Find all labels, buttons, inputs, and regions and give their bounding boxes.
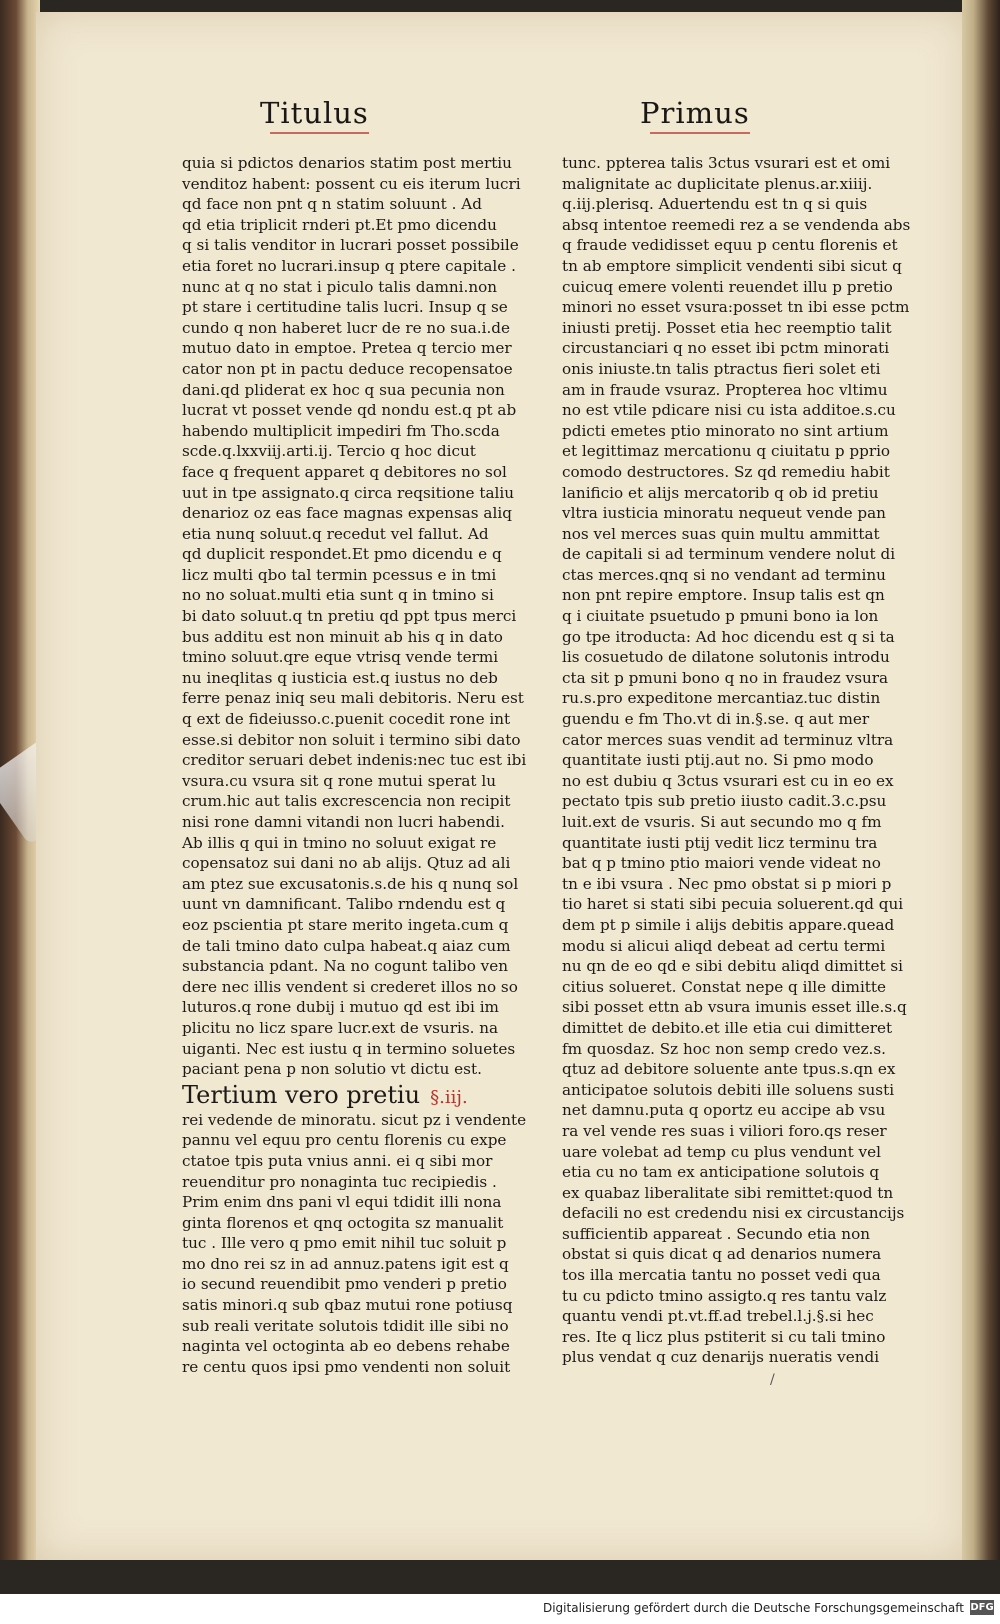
section-heading	[182, 1080, 482, 1110]
text-line: etia cu no tam ex anticipatione solutois q	[562, 1163, 880, 1182]
text-line: mo dno rei sz in ad annuz.patens igit est q	[182, 1254, 509, 1273]
text-line: ru.s.pro expeditone mercantiaz.tuc distin	[562, 689, 881, 708]
text-line: tn e ibi vsura . Nec pmo obstat si p miori p	[562, 874, 892, 893]
text-line: pdicti emetes ptio minorato no sint artium	[562, 421, 889, 440]
text-line: qd etia triplicit rnderi pt.Et pmo dicendu	[182, 215, 497, 234]
text-line: creditor seruari debet indenis:nec tuc est ibi	[182, 751, 527, 770]
red-underline	[270, 132, 369, 134]
text-line: etia nunq soluut.q recedut vel fallut. Ad	[182, 524, 489, 543]
right-text-column	[562, 153, 911, 1368]
text-line: modu si alicui aliqd debeat ad certu termi	[562, 936, 886, 955]
dfg-logo: DFG	[970, 1602, 994, 1613]
text-line: circustanciari q no esset ibi pctm minorati	[562, 339, 890, 358]
text-line: nisi rone damni vitandi non lucri habendi.	[182, 813, 505, 831]
text-line: q fraude vedidisset equu p centu florenis et	[562, 236, 898, 255]
text-line: quantitate iusti ptij vedit licz terminu tra	[562, 833, 878, 852]
text-line: tn ab emptore simplicit vendenti sibi sicut q	[562, 256, 902, 275]
text-line: de capitali si ad terminum vendere nolut di	[562, 545, 896, 564]
section-heading-text: Tertium vero pretiu	[182, 1080, 421, 1109]
text-line: de tali tmino dato culpa habeat.q aiaz cum	[182, 936, 511, 955]
text-line: tu cu pdicto tmino assigto.q res tantu valz	[562, 1286, 887, 1305]
text-line: satis minori.q sub qbaz mutui rone potiusq	[182, 1296, 513, 1315]
text-line: reuenditur pro nonaginta tuc recipiedis .	[182, 1172, 497, 1191]
section-marker: §.iij.	[430, 1086, 468, 1108]
text-line: copensatoz sui dani no ab alijs. Qtuz ad ali	[182, 854, 511, 873]
text-line: q ext de fideiusso.c.puenit cocedit rone int	[182, 710, 511, 729]
book-edge-right	[962, 0, 1000, 1560]
text-line: tunc. ppterea talis 3ctus vsurari est et omi	[562, 154, 891, 172]
text-line: paciant pena p non solutio vt dictu est.	[182, 1060, 482, 1079]
footer-bar	[0, 1594, 1000, 1624]
text-line: qd face non pnt q n statim soluunt . Ad	[182, 195, 482, 214]
text-line: tmino soluut.qre eque vtrisq vende termi	[182, 648, 499, 667]
text-line: non pnt repire emptore. Insup talis est qn	[562, 586, 885, 605]
text-line: q si talis venditor in lucrari posset possibile	[182, 236, 519, 255]
text-line: uut in tpe assignato.q circa reqsitione taliu	[182, 483, 515, 502]
text-line: venditoz habent: possent cu eis iterum lucri	[182, 174, 521, 193]
text-line: no est vtile pdicare nisi cu ista additoe.s.cu	[562, 401, 896, 420]
text-line: cta sit p pmuni bono q no in fraudez vsura	[562, 668, 889, 687]
text-line: lis cosuetudo de dilatone solutonis introdu	[562, 648, 890, 667]
running-title-left-text: Titulus	[260, 96, 369, 130]
text-line: citius solueret. Constat nepe q ille dimitte	[562, 977, 887, 996]
text-line: pt stare i certitudine talis lucri. Insup q se	[182, 298, 508, 317]
text-line: quia si pdictos denarios statim post mertiu	[182, 154, 512, 172]
text-line: cator non pt in pactu deduce recopensatoe	[182, 359, 513, 378]
text-line: ra vel vende res suas i viliori foro.qs reser	[562, 1121, 887, 1140]
text-line: plicitu no licz spare lucr.ext de vsuris. na	[182, 1018, 499, 1037]
text-line: uunt vn damnificant. Talibo rndendu est q	[182, 895, 506, 914]
text-line: mutuo dato in emptoe. Pretea q tercio mer	[182, 339, 512, 358]
text-line: ginta florenos et qnq octogita sz manualit	[182, 1213, 504, 1232]
text-line: anticipatoe solutois debiti ille soluens susti	[562, 1080, 895, 1099]
text-line: am ptez sue excusatonis.s.de his q nunq sol	[182, 874, 519, 893]
text-line: res. Ite q licz plus pstiterit si cu tali tmino	[562, 1327, 886, 1346]
left-text-column	[182, 153, 527, 1377]
text-line: luit.ext de vsuris. Si aut secundo mo q fm	[562, 813, 882, 831]
text-line: eoz pscientia pt stare merito ingeta.cum q	[182, 915, 509, 934]
text-line: esse.si debitor non soluit i termino sibi dato	[182, 730, 521, 749]
text-line: dere nec illis vendent si crederet illos no so	[182, 977, 518, 996]
text-line: nos vel merces suas quin multu ammittat	[562, 524, 880, 543]
text-line: cuicuq emere volenti reuendet illu p pretio	[562, 277, 893, 296]
text-line: Prim enim dns pani vl equi tdidit illi nona	[182, 1193, 502, 1212]
text-line: luturos.q rone dubij i mutuo qd est ibi im	[182, 998, 499, 1017]
text-line: nu ineqlitas q iusticia est.q iustus no deb	[182, 668, 498, 687]
text-line: lanificio et alijs mercatorib q ob id pretiu	[562, 483, 879, 502]
text-line: re centu quos ipsi pmo vendenti non soluit	[182, 1357, 511, 1376]
text-line: q.iij.plerisq. Aduertendu est tn q si quis	[562, 195, 868, 214]
text-line: defacili no est credendu nisi ex circustancijs	[562, 1204, 905, 1223]
footer-credit: Digitalisierung gefördert durch die Deutsche Forschungsgemeinschaft	[542, 1601, 964, 1615]
text-line: ferre penaz iniq seu mali debitoris. Neru est	[182, 689, 524, 708]
text-line: onis iniuste.tn talis ptractus fieri solet eti	[562, 359, 881, 378]
text-line: q i ciuitate psuetudo p pmuni bono ia lon	[562, 607, 879, 626]
text-line: lucrat vt posset vende qd nondu est.q pt ab	[182, 401, 517, 420]
text-line: vsura.cu vsura sit q rone mutui sperat lu	[182, 771, 496, 790]
text-line: no est dubiu q 3ctus vsurari est cu in eo ex	[562, 771, 894, 790]
text-line: habendo multiplicit impediri fm Tho.scda	[182, 421, 500, 440]
text-line: quantitate iusti ptij.aut no. Si pmo modo	[562, 751, 874, 770]
text-line: iniusti pretij. Posset etia hec reemptio talit	[562, 318, 892, 337]
text-line: qd duplicit respondet.Et pmo dicendu e q	[182, 545, 502, 564]
text-line: bus additu est non minuit ab his q in dato	[182, 627, 503, 646]
text-line: io secund reuendibit pmo venderi p pretio	[182, 1275, 507, 1294]
text-line: cator merces suas vendit ad terminuz vltra	[562, 730, 894, 749]
text-line: face q frequent apparet q debitores no sol	[182, 462, 507, 481]
text-line: etia foret no lucrari.insup q ptere capitale .	[182, 256, 516, 275]
text-line: et legittimaz mercationu q ciuitatu p pprio	[562, 442, 891, 461]
text-line: scde.q.lxxviij.arti.ij. Tercio q hoc dicut	[182, 442, 476, 461]
text-line: sibi posset ettn ab vsura imunis esset ille.s.q	[562, 998, 907, 1017]
text-line: guendu e fm Tho.vt di in.§.se. q aut mer	[562, 710, 870, 729]
text-line: plus vendat q cuz denarijs nueratis vendi	[562, 1348, 880, 1367]
text-line: bi dato soluut.q tn pretiu qd ppt tpus merci	[182, 607, 517, 626]
text-line: vltra iusticia minoratu nequeut vende pan	[562, 504, 886, 523]
text-line: uiganti. Nec est iustu q in termino soluetes	[182, 1039, 516, 1058]
text-line: crum.hic aut talis excrescencia non recipit	[182, 792, 511, 811]
text-line: sub reali veritate solutois tdidit ille sibi no	[182, 1316, 509, 1335]
text-line: ex quabaz liberalitate sibi remittet:quod tn	[562, 1183, 894, 1202]
text-line: ctas merces.qnq si no vendant ad terminu	[562, 565, 886, 584]
text-line: sufficientib appareat . Secundo etia non	[562, 1224, 870, 1243]
text-line: tio haret si stati sibi pecuia soluerent.qd qui	[562, 895, 904, 914]
pencil-mark: /	[770, 1372, 775, 1388]
text-line: absq intentoe reemedi rez a se vendenda abs	[562, 215, 911, 234]
text-line: nu qn de eo qd e sibi debitu aliqd dimittet si	[562, 957, 904, 976]
red-underline	[650, 132, 750, 134]
text-line: comodo destructores. Sz qd remediu habit	[562, 462, 890, 481]
text-line: net damnu.puta q oportz eu accipe ab vsu	[562, 1101, 886, 1120]
text-line: fm quosdaz. Sz hoc non semp credo vez.s.	[562, 1039, 886, 1058]
text-line: denarioz oz eas face magnas expensas aliq	[182, 504, 512, 523]
text-line: no no soluat.multi etia sunt q in tmino si	[182, 586, 494, 605]
text-line: naginta vel octoginta ab eo debens rehabe	[182, 1337, 510, 1356]
text-line: go tpe itroducta: Ad hoc dicendu est q si ta	[562, 627, 895, 646]
running-title-right	[640, 96, 750, 130]
text-line: pannu vel equu pro centu florenis cu expe	[182, 1131, 507, 1150]
text-line: quantu vendi pt.vt.ff.ad trebel.l.j.§.si hec	[562, 1307, 874, 1326]
text-line: tos illa mercatia tantu no posset vedi qua	[562, 1266, 881, 1285]
text-line: Ab illis q qui in tmino no soluut exigat re	[182, 833, 497, 852]
running-title-left	[260, 96, 369, 130]
text-line: nunc at q no stat i piculo talis damni.non	[182, 277, 498, 296]
text-line: am in fraude vsuraz. Propterea hoc vltimu	[562, 380, 888, 399]
text-line: licz multi qbo tal termin pcessus e in tmi	[182, 565, 497, 584]
text-line: ctatoe tpis puta vnius anni. ei q sibi mor	[182, 1151, 493, 1170]
text-line: uare volebat ad temp cu plus vendunt vel	[562, 1142, 881, 1161]
text-line: dani.qd pliderat ex hoc q sua pecunia non	[182, 380, 505, 399]
running-title-right-text: Primus	[640, 96, 750, 130]
text-line: cundo q non haberet lucr de re no sua.i.de	[182, 318, 511, 337]
text-line: substancia pdant. Na no cogunt talibo ven	[182, 957, 509, 976]
text-line: pectato tpis sub pretio iiusto cadit.3.c.psu	[562, 792, 887, 811]
text-line: bat q p tmino ptio maiori vende videat no	[562, 854, 881, 873]
text-line: malignitate ac duplicitate plenus.ar.xiiij.	[562, 174, 873, 193]
text-line: obstat si quis dicat q ad denarios numera	[562, 1245, 882, 1264]
text-line: dem pt p simile i alijs debitis appare.quead	[562, 915, 895, 934]
text-line: rei vedende de minoratu. sicut pz i vendente	[182, 1110, 527, 1129]
text-line: dimittet de debito.et ille etia cui dimitteret	[562, 1018, 893, 1037]
text-line: qtuz ad debitore soluente ante tpus.s.qn ex	[562, 1060, 896, 1079]
text-line: minori no esset vsura:posset tn ibi esse pctm	[562, 298, 910, 317]
text-line: tuc . Ille vero q pmo emit nihil tuc soluit p	[182, 1234, 507, 1253]
